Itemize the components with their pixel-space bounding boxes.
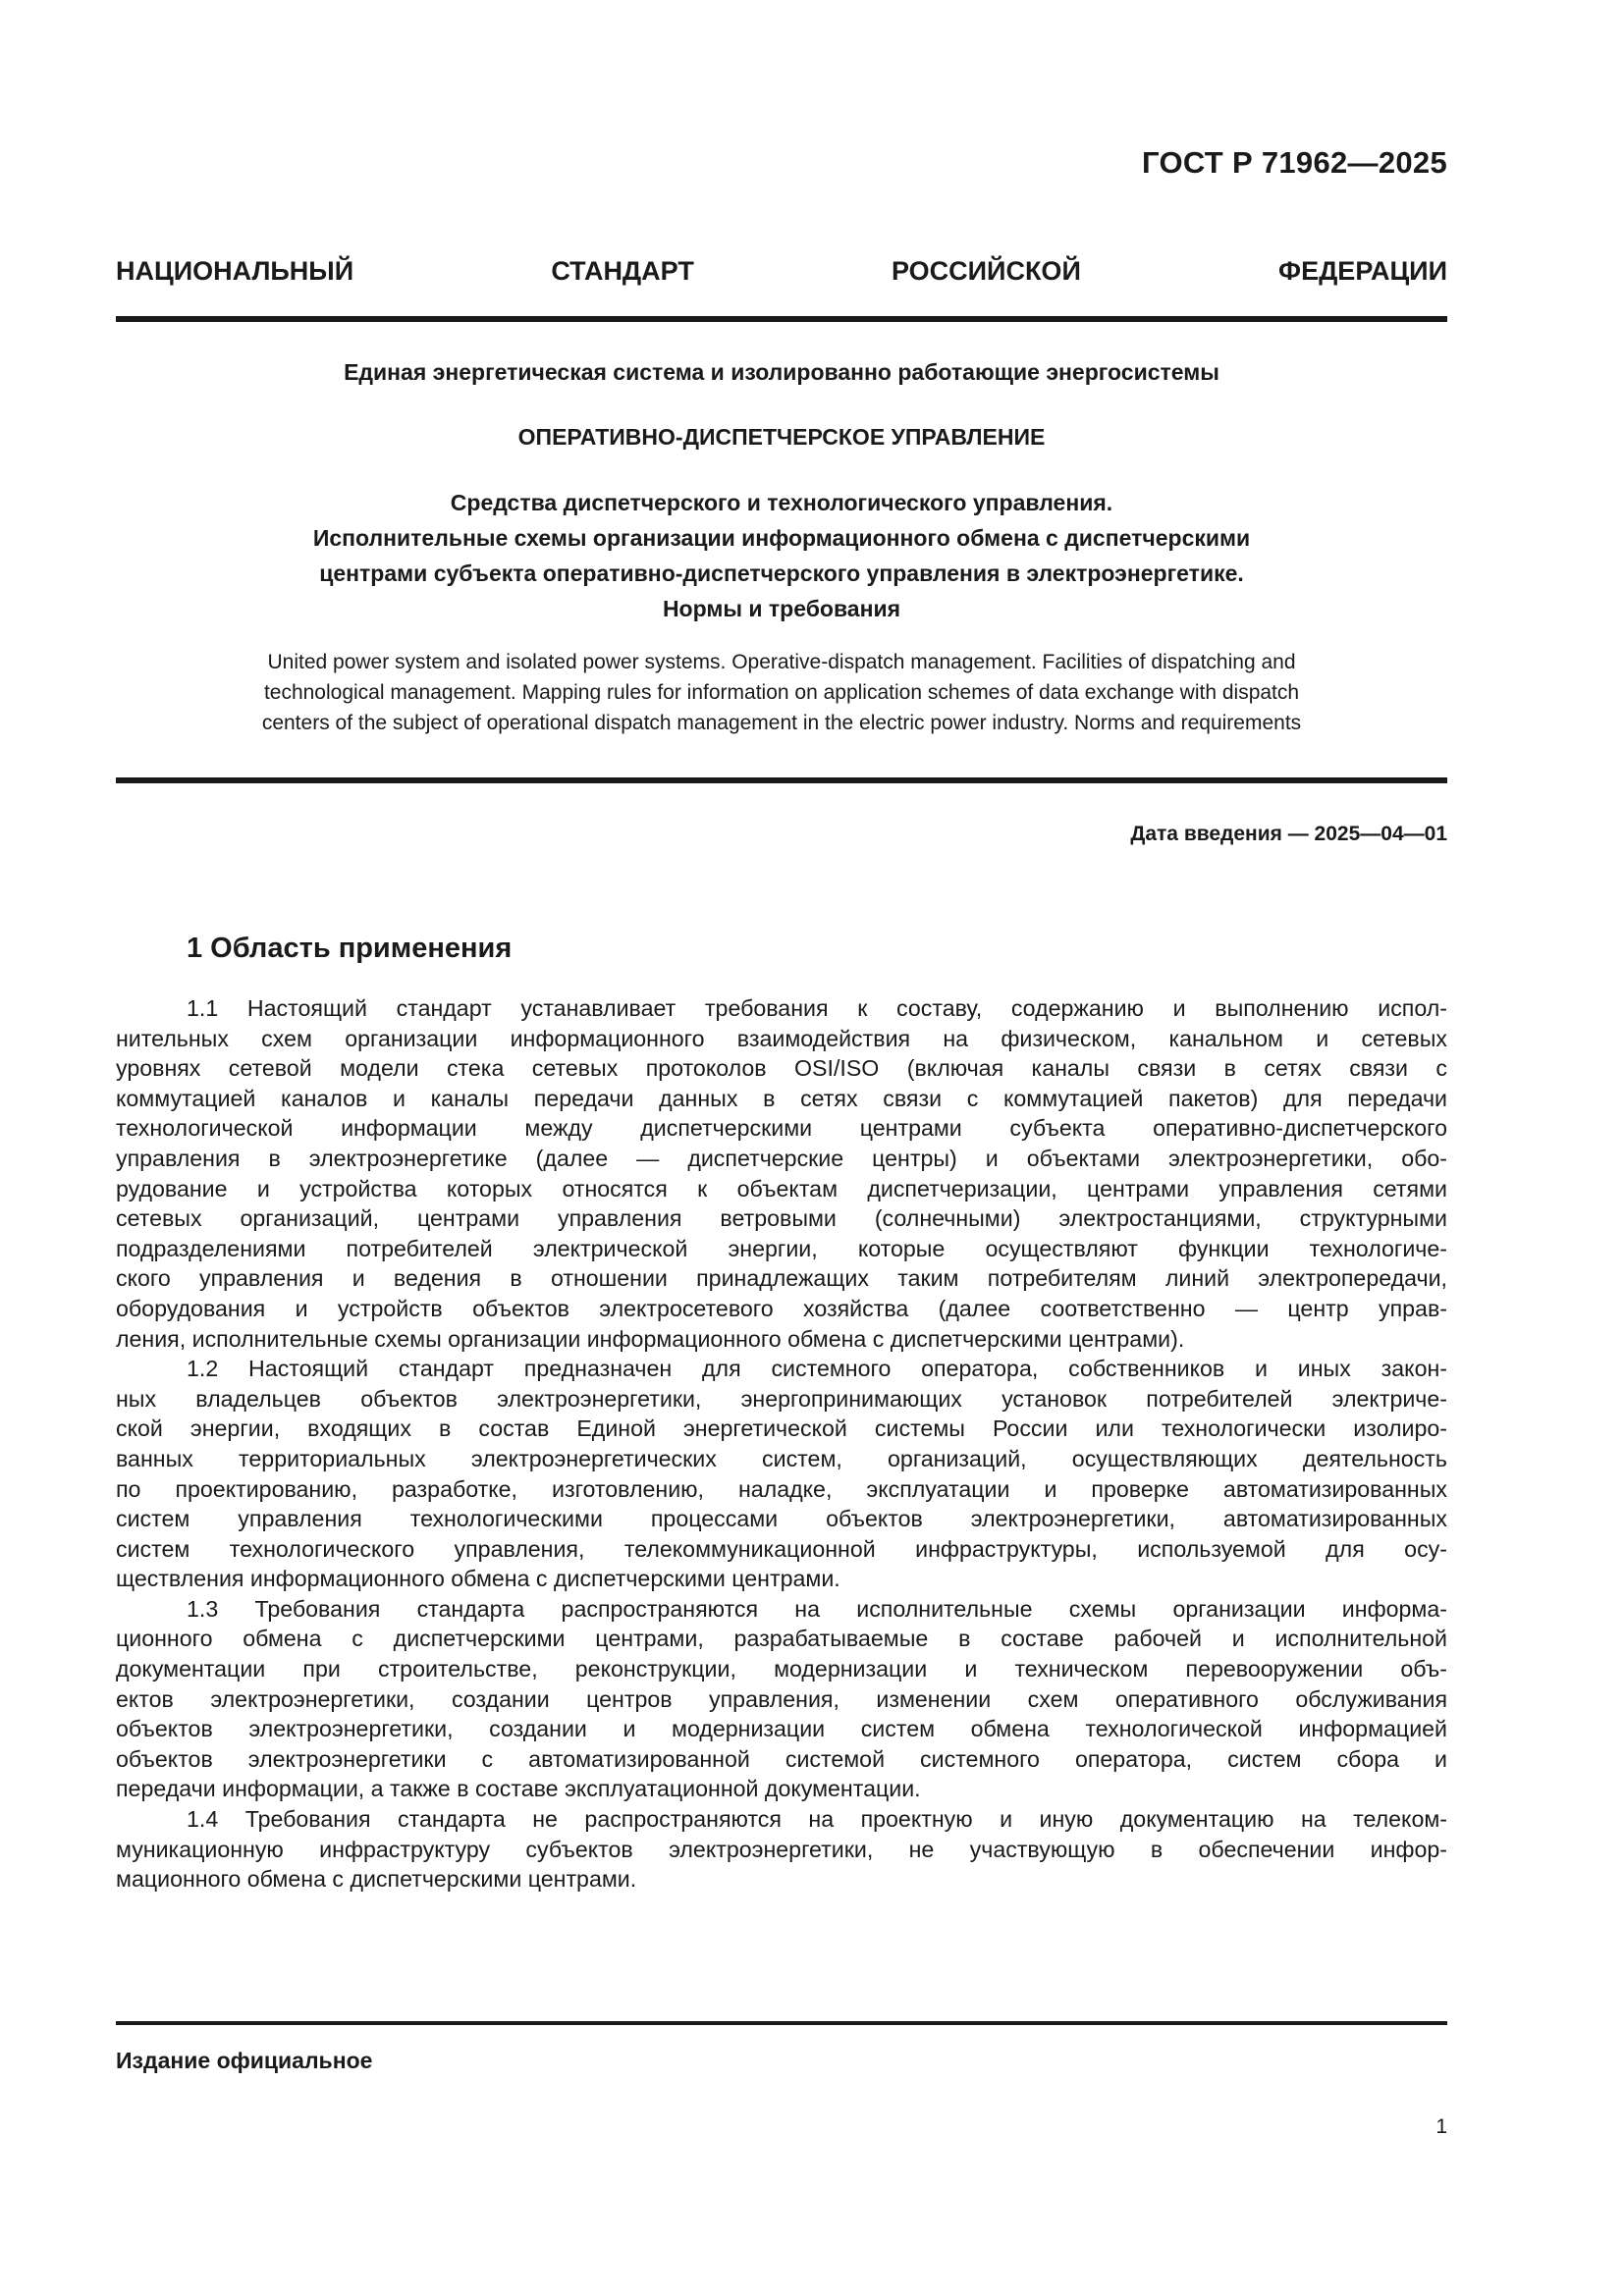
paragraph-line: ществления информационного обмена с диспетчерскими центрами.: [116, 1566, 840, 1592]
document-title-line: Нормы и требования: [662, 596, 901, 621]
official-edition-label: Издание официальное: [116, 2048, 373, 2073]
document-title-line: центрами субъекта оперативно-диспетчерского управления в электроэнергетике.: [319, 561, 1244, 586]
paragraph-line: 1.1 Настоящий стандарт устанавливает требования к составу, содержанию и выполнению испол-: [187, 995, 1447, 1021]
paragraph-line: управления в электроэнергетике (далее — диспетчерские центры) и объектами электроэнергетики, обо-: [116, 1145, 1447, 1171]
paragraph-line: оборудования и устройств объектов электросетевого хозяйства (далее соответственно — центр управ-: [116, 1295, 1447, 1321]
upper-heading: ОПЕРАТИВНО-ДИСПЕТЧЕРСКОЕ УПРАВЛЕНИЕ: [517, 424, 1046, 450]
english-title-line: United power system and isolated power systems. Operative-dispatch management. Facilities of dispatching and: [267, 651, 1296, 673]
page-number: 1: [1435, 2115, 1447, 2138]
paragraph-line: уровнях сетевой модели стека сетевых протоколов OSI/ISO (включая каналы связи в сетях связи с: [116, 1055, 1447, 1082]
paragraph-line: ных владельцев объектов электроэнергетики, энергопринимающих установок потребителей электриче-: [116, 1385, 1447, 1412]
paragraph-line: систем управления технологическими процессами объектов электроэнергетики, автоматизированных: [116, 1506, 1447, 1532]
section-heading: 1 Область применения: [187, 933, 513, 964]
paragraph-line: мационного обмена с диспетчерскими центрами.: [116, 1866, 637, 1893]
paragraph: [116, 1594, 1447, 1804]
paragraph: [116, 1804, 1447, 1895]
english-title-line: technological management. Mapping rules for information on application schemes of data exchange with dispatch: [263, 681, 1300, 704]
paragraph-line: нительных схем организации информационного взаимодействия на физическом, канальном и сетевых: [116, 1025, 1447, 1051]
paragraph: [116, 1354, 1447, 1594]
paragraph-line: ванных территориальных электроэнергетических систем, организаций, осуществляющих деятельность: [116, 1445, 1447, 1471]
paragraph-line: ектов электроэнергетики, создании центров управления, изменении схем оперативного обслуживания: [116, 1685, 1447, 1712]
top-rule: [116, 316, 1447, 322]
paragraph-line: ского управления и ведения в отношении принадлежащих таким потребителям линий электропередачи,: [116, 1265, 1447, 1292]
paragraph-line: 1.2 Настоящий стандарт предназначен для системного оператора, собственников и иных закон-: [187, 1356, 1447, 1382]
paragraph: [116, 993, 1447, 1354]
paragraph-line: ления, исполнительные схемы организации информационного обмена с диспетчерскими центрами).: [116, 1325, 1185, 1352]
paragraph-line: объектов электроэнергетики с автоматизированной системой системного оператора, систем сбора и: [116, 1745, 1447, 1772]
paragraph-line: муникационную инфраструктуру субъектов электроэнергетики, не участвующую в обеспечении инфор-: [116, 1836, 1447, 1862]
footer-rule: [116, 2021, 1447, 2025]
paragraph-line: документации при строительстве, реконструкции, модернизации и техническом перевооружении объ-: [116, 1656, 1447, 1682]
paragraph-line: ской энергии, входящих в состав Единой энергетической системы России или технологически изолиро-: [116, 1415, 1447, 1442]
paragraph-line: сетевых организаций, центрами управления ветровыми (солнечными) электростанциями, структурными: [116, 1205, 1447, 1232]
paragraph-line: подразделениями потребителей электрической энергии, которые осуществляют функции технологиче-: [116, 1235, 1447, 1261]
document-title-line: Средства диспетчерского и технологического управления.: [450, 490, 1113, 515]
paragraph-line: систем технологического управления, телекоммуникационной инфраструктуры, используемой для осу-: [116, 1535, 1447, 1562]
paragraph-line: рудование и устройства которых относятся к объектам диспетчеризации, центрами управления сетями: [116, 1175, 1447, 1201]
paragraph-line: по проектированию, разработке, изготовлению, наладке, эксплуатации и проверке автоматизированных: [116, 1475, 1447, 1502]
paragraph-line: ционного обмена с диспетчерскими центрами, разрабатываемые в составе рабочей и исполнительной: [116, 1626, 1447, 1652]
paragraph-line: передачи информации, а также в составе эксплуатационной документации.: [116, 1776, 921, 1802]
paragraph-line: объектов электроэнергетики, создании и модернизации систем обмена технологической информацией: [116, 1716, 1447, 1742]
document-title: [116, 485, 1447, 626]
paragraph-line: технологической информации между диспетчерскими центрами субъекта оперативно-диспетчерского: [116, 1115, 1447, 1142]
document-title-line: Исполнительные схемы организации информационного обмена с диспетчерскими: [312, 525, 1251, 551]
effective-date: Дата введения — 2025—04—01: [1130, 823, 1447, 845]
paragraph-line: коммутацией каналов и каналы передачи данных в сетях связи с коммутацией пакетов) для передачи: [116, 1085, 1447, 1111]
title-bottom-rule: [116, 777, 1447, 783]
section-body: [116, 993, 1447, 1895]
paragraph-line: 1.4 Требования стандарта не распространяются на проектную и иную документацию на телеком-: [187, 1806, 1447, 1833]
system-heading: Единая энергетическая система и изолированно работающие энергосистемы: [344, 359, 1219, 385]
english-title-line: centers of the subject of operational dispatch management in the electric power industry. Norms and requirements: [261, 712, 1302, 734]
english-title: [116, 647, 1447, 738]
paragraph-line: 1.3 Требования стандарта распространяются на исполнительные схемы организации информа-: [187, 1595, 1447, 1622]
standard-designation: ГОСТ Р 71962—2025: [1142, 145, 1447, 180]
standard-type-title: НАЦИОНАЛЬНЫЙ СТАНДАРТ РОССИЙСКОЙ ФЕДЕРАЦИИ: [116, 256, 1447, 286]
